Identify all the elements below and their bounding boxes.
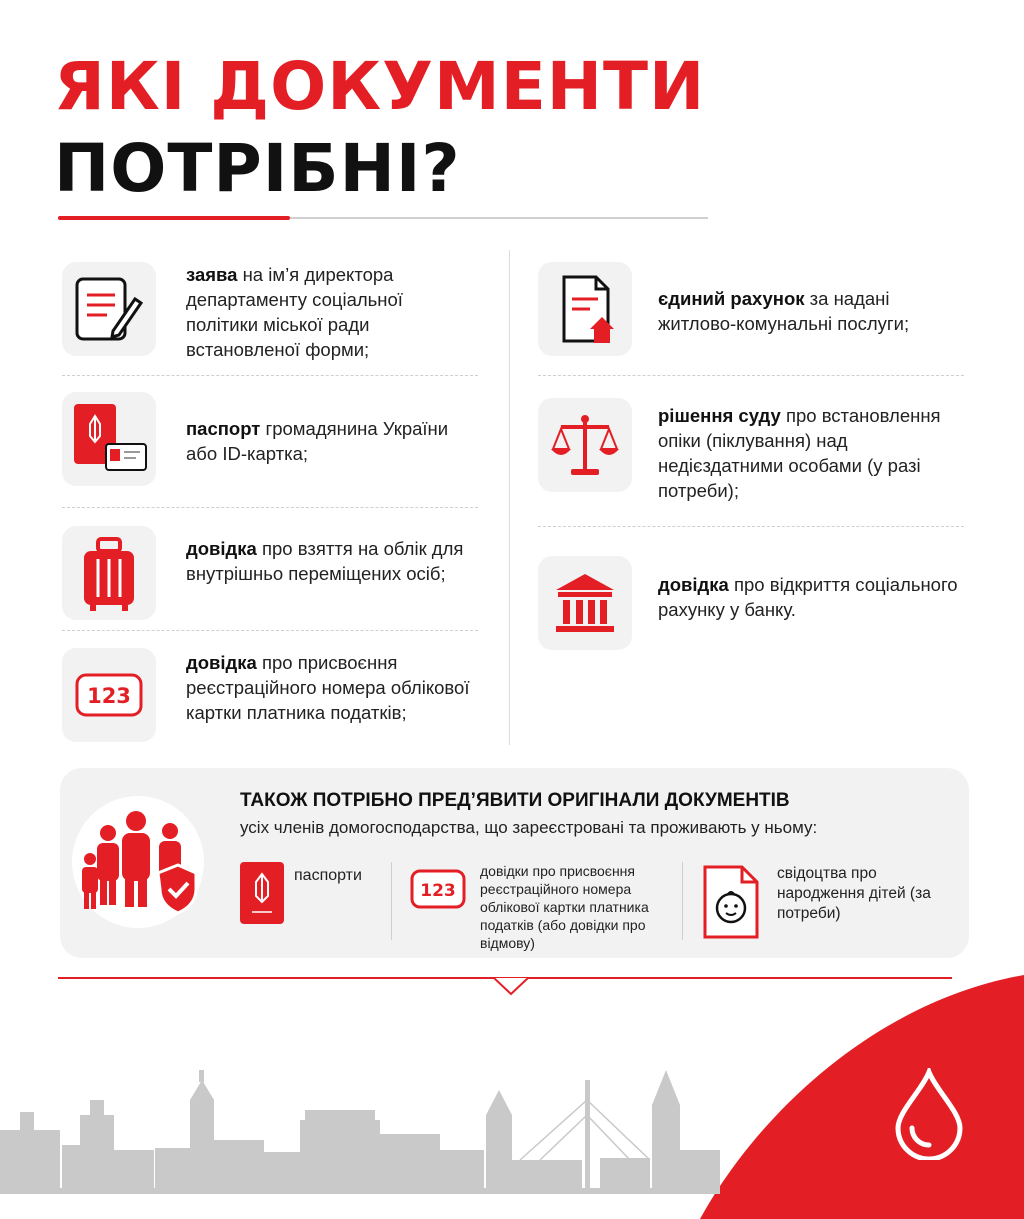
- city-skyline-icon: [0, 1060, 720, 1200]
- application-form-icon: [62, 262, 156, 356]
- left-item-2-text: паспорт громадянина України або ID-картка;: [186, 418, 449, 464]
- column-divider: [509, 250, 510, 745]
- panel-heading: ТАКОЖ ПОТРІБНО ПРЕД’ЯВИТИ ОРИГІНАЛИ ДОКУМЕНТІВ: [240, 790, 790, 811]
- bank-icon: [538, 556, 632, 650]
- passport-id-card-icon: [62, 392, 156, 486]
- divider: [391, 862, 392, 940]
- right-item-2-text: рішення суду про встановлення опіки (піклування) над недієздатними особами (у разі потреби);: [658, 405, 941, 501]
- passport-icon: [238, 860, 288, 931]
- divider: [682, 862, 683, 940]
- utility-bill-icon: [538, 262, 632, 356]
- panel-item-passports: паспорти: [294, 867, 362, 884]
- panel-subheading: усіх членів домогосподарства, що зареєстровані та проживають у ньому:: [240, 818, 818, 837]
- birth-certificate-icon: [702, 864, 760, 945]
- divider: [62, 507, 478, 508]
- panel-item-tax-cards: довідки про присвоєння реєстраційного номера облікової картки платника податків (або довідки про відмову): [480, 863, 649, 951]
- title-underline: [58, 217, 708, 219]
- right-item-3-text: довідка про відкриття соціального рахунку у банку.: [658, 574, 958, 620]
- suitcase-icon: [62, 526, 156, 620]
- svg-text:123: 123: [87, 684, 131, 708]
- page-title: [54, 46, 705, 210]
- divider: [62, 630, 478, 631]
- tax-number-123-icon: [62, 648, 156, 742]
- divider: [538, 375, 964, 376]
- left-item-3-text: довідка про взяття на облік для внутрішньо переміщених осіб;: [186, 538, 464, 584]
- title-line-1: ЯКІ ДОКУМЕНТИ: [54, 48, 706, 125]
- left-item-1-text: заява на ім’я директора департаменту соціальної політики міської ради встановленої форми;: [186, 264, 403, 360]
- divider: [538, 526, 964, 527]
- right-item-1-text: єдиний рахунок за надані житлово-комунальні послуги;: [658, 288, 910, 334]
- panel-item-birth-certificates: свідоцтва про народження дітей (за потреби): [777, 865, 931, 922]
- drop-icon: [892, 1068, 966, 1160]
- left-item-4-text: довідка про присвоєння реєстраційного номера облікової картки платника податків;: [186, 652, 470, 723]
- bottom-notch: [494, 978, 528, 996]
- title-line-2: ПОТРІБНІ?: [54, 130, 461, 207]
- divider: [62, 375, 478, 376]
- svg-text:123: 123: [420, 881, 456, 901]
- family-icon: [72, 796, 204, 928]
- scales-of-justice-icon: [538, 398, 632, 492]
- tax-number-123-icon: [410, 868, 466, 917]
